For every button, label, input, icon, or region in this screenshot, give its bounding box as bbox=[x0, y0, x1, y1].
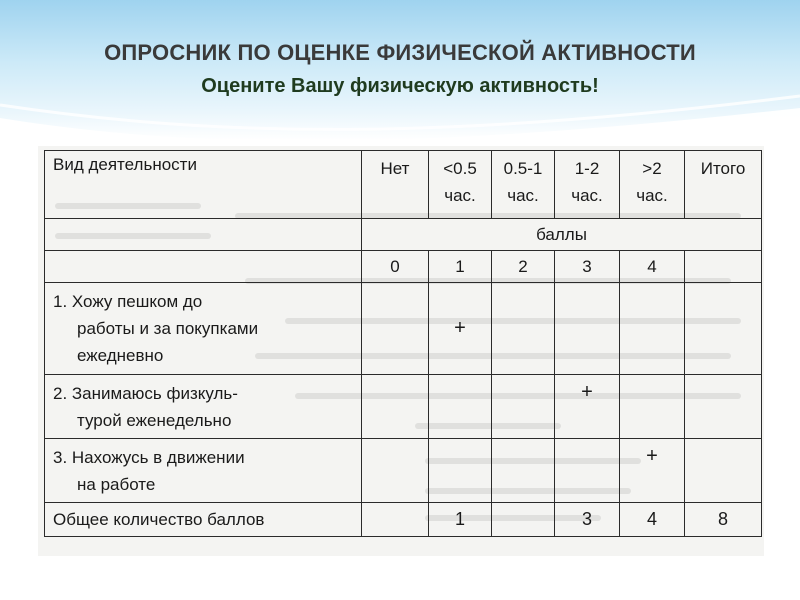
totals-row bbox=[45, 503, 762, 537]
mark-cell bbox=[492, 375, 555, 439]
header-lt-half-hour-line1: <0.5 bbox=[443, 159, 477, 178]
header-none: Нет bbox=[362, 151, 429, 219]
mark-cell: + bbox=[555, 375, 620, 439]
mark-cell bbox=[492, 439, 555, 503]
points-value: 3 bbox=[555, 251, 620, 283]
mark-cell: + bbox=[429, 283, 492, 375]
mark-cell bbox=[685, 439, 762, 503]
mark-cell: + bbox=[620, 439, 685, 503]
activity-line: 1. Хожу пешком до bbox=[53, 292, 203, 311]
points-row bbox=[45, 251, 762, 283]
mark-cell bbox=[429, 439, 492, 503]
mark-cell bbox=[620, 283, 685, 375]
mark-cell bbox=[362, 375, 429, 439]
points-value: 2 bbox=[492, 251, 555, 283]
page-subtitle: Оцените Вашу физическую активность! bbox=[201, 75, 599, 97]
header-half-to-one-line1: 0.5-1 bbox=[503, 159, 543, 178]
activity-line: работы и за покупками bbox=[77, 319, 259, 338]
activity-label bbox=[45, 283, 362, 375]
header-gt-two-line1: >2 bbox=[642, 159, 662, 178]
total-label: Общее количество баллов bbox=[45, 503, 362, 537]
table-row bbox=[45, 439, 762, 503]
header-lt-half-hour bbox=[429, 151, 492, 219]
mark-cell bbox=[620, 375, 685, 439]
mark-cell bbox=[555, 439, 620, 503]
mark-cell bbox=[429, 375, 492, 439]
total-value bbox=[492, 503, 555, 537]
total-value: 4 bbox=[620, 503, 685, 537]
mark-cell bbox=[685, 283, 762, 375]
mark-cell bbox=[685, 375, 762, 439]
mark-cell bbox=[362, 283, 429, 375]
mark-cell bbox=[362, 439, 429, 503]
total-value bbox=[362, 503, 429, 537]
header-one-to-two-hours bbox=[555, 151, 620, 219]
header-gt-two-hours bbox=[620, 151, 685, 219]
activity-line: ежедневно bbox=[77, 346, 164, 365]
header-one-to-two-line2: час. bbox=[571, 186, 603, 205]
table-row bbox=[45, 375, 762, 439]
activity-line: 3. Нахожусь в движении bbox=[53, 447, 245, 467]
grand-total-value: 8 bbox=[685, 503, 762, 537]
header-activity: Вид деятельности bbox=[45, 151, 362, 219]
points-value: 1 bbox=[429, 251, 492, 283]
page-title: ОПРОСНИК ПО ОЦЕНКЕ ФИЗИЧЕСКОЙ АКТИВНОСТИ bbox=[104, 40, 696, 65]
mark-cell bbox=[492, 283, 555, 375]
header-half-to-one-line2: час. bbox=[507, 186, 539, 205]
activity-line: 2. Занимаюсь физкуль- bbox=[53, 383, 238, 403]
total-value: 3 bbox=[555, 503, 620, 537]
activity-line: на работе bbox=[77, 474, 156, 494]
activity-label bbox=[45, 439, 362, 503]
header-one-to-two-line1: 1-2 bbox=[574, 159, 600, 178]
mark-cell bbox=[555, 283, 620, 375]
points-label-row bbox=[45, 219, 762, 251]
activity-questionnaire-table bbox=[44, 150, 762, 537]
header-total: Итого bbox=[685, 151, 762, 219]
empty-cell bbox=[45, 219, 362, 251]
table-header-row bbox=[45, 151, 762, 219]
empty-cell bbox=[685, 251, 762, 283]
activity-label bbox=[45, 375, 362, 439]
total-value: 1 bbox=[429, 503, 492, 537]
header-gt-two-line2: час. bbox=[636, 186, 668, 205]
points-value: 0 bbox=[362, 251, 429, 283]
table-row bbox=[45, 283, 762, 375]
header-lt-half-hour-line2: час. bbox=[444, 186, 476, 205]
empty-cell bbox=[45, 251, 362, 283]
points-label: баллы bbox=[362, 219, 762, 251]
header-half-to-one-hour bbox=[492, 151, 555, 219]
points-value: 4 bbox=[620, 251, 685, 283]
activity-line: турой еженедельно bbox=[77, 410, 232, 430]
